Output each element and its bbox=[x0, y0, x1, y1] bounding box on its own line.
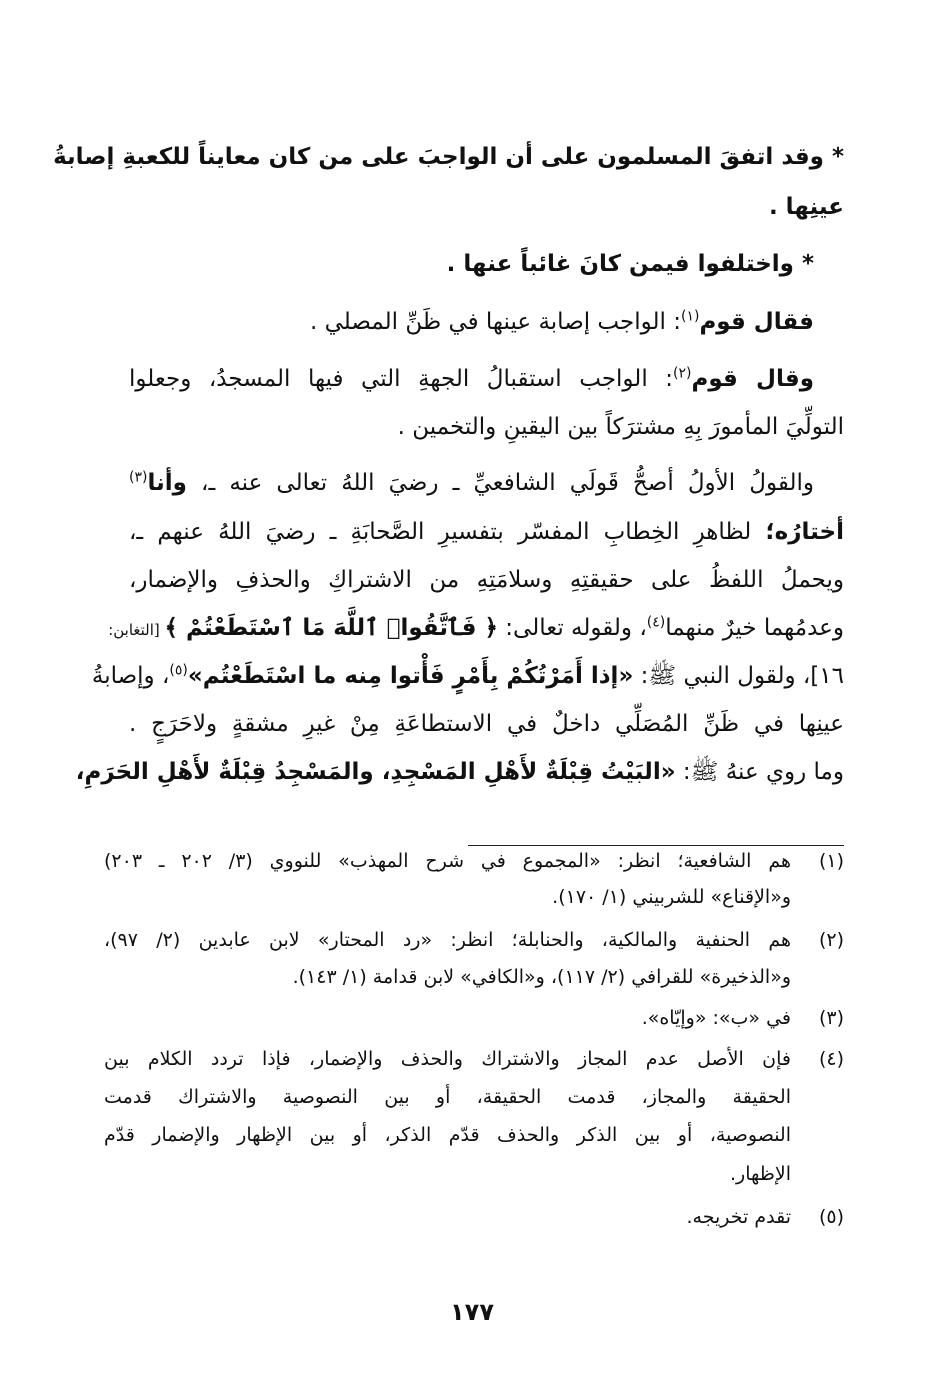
hadith-quote: «إذا أَمَرْتُكُمْ بِأَمْرٍ فَأْتوا مِنه ما اسْتَطَعْتُم» bbox=[187, 663, 634, 689]
hadith-quote: «البَيْتُ قِبْلَةٌ لأَهْلِ المَسْجِدِ، والمَسْجِدُ قِبْلَةٌ لأَهْلِ الحَرَمِ، bbox=[75, 759, 676, 785]
quran-verse: ﴿ فَٱتَّقُوا۟ ٱللَّهَ مَا ٱسْتَطَعْتُمْ ﴾ bbox=[164, 615, 498, 641]
footnote-number: (٤) bbox=[818, 1048, 844, 1070]
footnote-line: فإن الأصل عدم المجاز والاشتراك والحذف والإضمار، فإذا تردد الكلام بين bbox=[104, 1048, 791, 1070]
body-line: التولِّيَ المأمورَ بِهِ مشترَكاً بين اليقينِ والتخمين . bbox=[397, 414, 844, 440]
footnote-number: (٥) bbox=[818, 1206, 844, 1228]
footnote-line: في «ب»: «وإيّاه». bbox=[641, 1007, 791, 1029]
body-line: ويحملُ اللفظُ على حقيقتِهِ وسلامَتِهِ من الاشتراكِ والحذفِ والإضمار، bbox=[129, 567, 844, 593]
body-line bbox=[75, 755, 844, 789]
body-text: والقولُ الأولُ أصحُّ قَولَي الشافعيِّ ـ رضيَ اللهُ تعالى عنه ـ، bbox=[186, 470, 814, 496]
footnote-reference[interactable]: (٤) bbox=[646, 614, 666, 631]
body-line bbox=[129, 466, 814, 500]
body-line: عينِها . bbox=[768, 194, 844, 220]
body-line bbox=[129, 362, 814, 396]
body-text: : الواجب إصابة عينها في ظَنِّ المصلي . bbox=[309, 309, 681, 335]
footnote-line: هم الشافعية؛ انظر: «المجموع في شرح المهذب» للنووي (٣/ ٢٠٢ ـ ٢٠٣) bbox=[104, 850, 791, 872]
body-line bbox=[91, 659, 844, 693]
page-number: ١٧٧ bbox=[450, 1298, 494, 1326]
footnote-line: النصوصية، أو بين الذكر والحذف قدّم الذكر، أو بين الإظهار والإضمار قدّم bbox=[104, 1124, 791, 1146]
body-text: وعدمُهما خيرٌ منهما bbox=[665, 615, 844, 641]
footnote-line: و«الذخيرة» للقرافي (٢/ ١١٧)، و«الكافي» لابن قدامة (١/ ١٤٣). bbox=[292, 966, 791, 988]
footnote-reference[interactable]: (١) bbox=[680, 308, 700, 325]
footnote-reference[interactable]: (٣) bbox=[129, 469, 148, 486]
footnote-number: (١) bbox=[818, 850, 844, 872]
body-text: لظاهرِ الخِطابِ المفسّر بتفسيرِ الصَّحابَةِ ـ رضيَ اللهُ عنهم ـ، bbox=[129, 519, 766, 545]
footnote-reference[interactable]: (٥) bbox=[169, 662, 188, 679]
body-text: وقال قوم bbox=[691, 366, 815, 392]
body-text: أختارُه؛ bbox=[765, 519, 844, 545]
body-line bbox=[129, 305, 814, 339]
footnote-reference[interactable]: (٢) bbox=[673, 365, 692, 382]
body-line: عينِها في ظَنِّ المُصَلِّي داخلٌ في الاستطاعَةِ مِنْ غيرِ مشقةٍ ولاحَرَجٍ . bbox=[129, 711, 844, 737]
body-line: * وقد اتفقَ المسلمون على أن الواجبَ على من كان معايناً للكعبةِ إصابةُ bbox=[53, 144, 844, 170]
footnote-line: تقدم تخريجه. bbox=[686, 1206, 791, 1228]
footnote-line: الحقيقة والمجاز، قدمت الحقيقة، أو بين النصوصية والاشتراك قدمت bbox=[104, 1086, 791, 1108]
body-text: ١٦]، ولقول النبي ﷺ: bbox=[633, 663, 844, 689]
footnote-number: (٢) bbox=[818, 929, 844, 951]
body-line bbox=[108, 611, 844, 647]
body-text: وما روي عنهُ ﷺ: bbox=[675, 759, 844, 785]
footnote-line: الإظهار. bbox=[730, 1163, 791, 1185]
body-line: * واختلفوا فيمن كانَ غائباً عنها . bbox=[446, 251, 814, 277]
body-line bbox=[129, 515, 844, 549]
body-text: وأنا bbox=[147, 470, 187, 496]
body-text: ، وإصابةُ bbox=[91, 663, 170, 689]
footnote-number: (٣) bbox=[818, 1007, 844, 1029]
footnote-line: و«الإقناع» للشربيني (١/ ١٧٠). bbox=[552, 886, 791, 908]
verse-citation: [التغابن: bbox=[108, 621, 165, 639]
body-text: : الواجب استقبالُ الجهةِ التي فيها المسجدُ، وجعلوا bbox=[129, 366, 674, 392]
footnote-line: هم الحنفية والمالكية، والحنابلة؛ انظر: «رد المحتار» لابن عابدين (٢/ ٩٧)، bbox=[104, 929, 791, 951]
body-text: ، ولقوله تعالى: bbox=[497, 615, 647, 641]
body-text: فقال قوم bbox=[699, 309, 814, 335]
